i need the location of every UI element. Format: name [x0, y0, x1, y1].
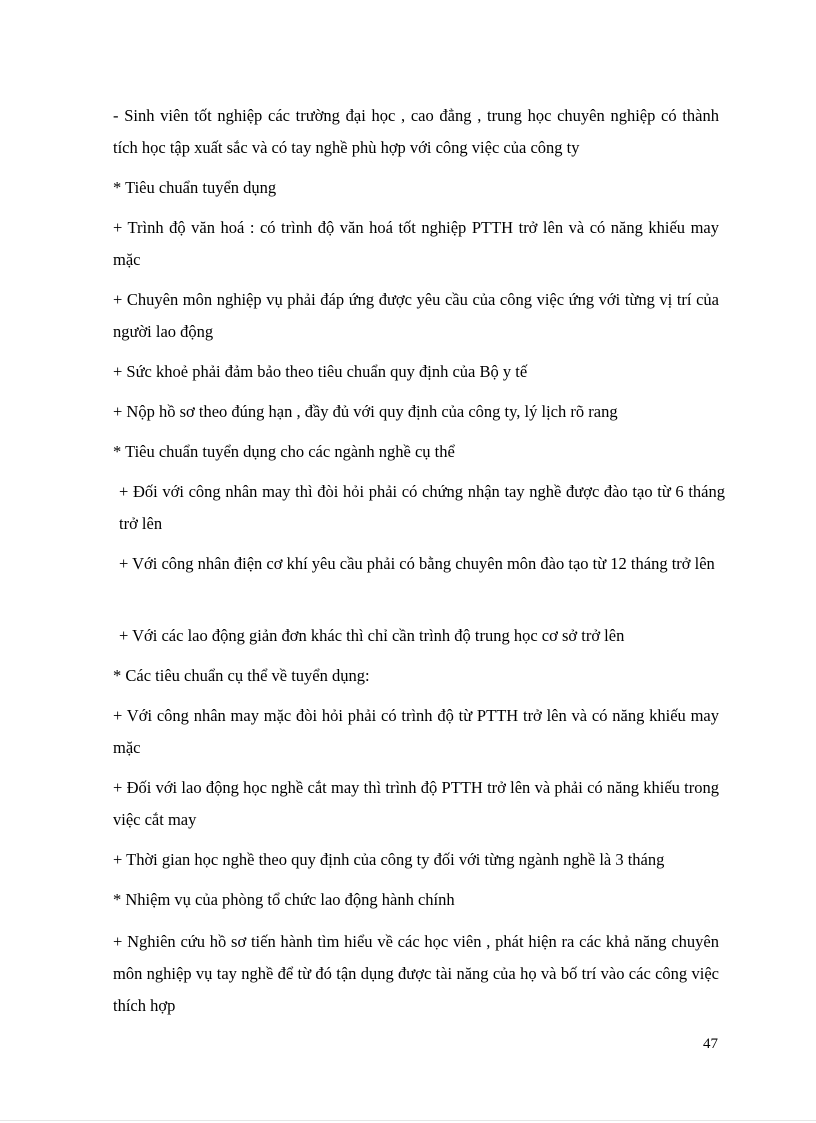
heading-hr-department-tasks: * Nhiệm vụ của phòng tổ chức lao động hành chính — [113, 890, 455, 909]
paragraph-sewing-workers: + Đối với công nhân may thì đòi hỏi phải có chứng nhận tay nghề được đào tạo từ 6 tháng trở lên — [119, 482, 725, 533]
paragraph-training-duration: + Thời gian học nghề theo quy định của công ty đối với từng ngành nghề là 3 tháng — [113, 850, 665, 869]
paragraph-cutting-apprentices: + Đối với lao động học nghề cắt may thì trình độ PTTH trở lên và phải có năng khiếu trong việc cắt may — [113, 778, 719, 829]
paragraph-garment-workers: + Với công nhân may mặc đòi hỏi phải có trình độ từ PTTH trở lên và có năng khiếu may mặc — [113, 706, 719, 757]
paragraph-professional-skills: + Chuyên môn nghiệp vụ phải đáp ứng được yêu cầu của công việc ứng với từng vị trí của người lao động — [113, 290, 719, 341]
paragraph-electrical-workers: + Với công nhân điện cơ khí yêu cầu phải có bằng chuyên môn đào tạo từ 12 tháng trở lên — [119, 554, 715, 573]
paragraph-graduates: - Sinh viên tốt nghiệp các trường đại học , cao đẳng , trung học chuyên nghiệp có thành tích học tập xuất sắc và có tay nghề phù hợp với công việc của công ty — [113, 106, 719, 157]
page-number: 47 — [703, 1036, 718, 1052]
heading-specific-criteria: * Các tiêu chuẩn cụ thể về tuyển dụng: — [113, 666, 370, 685]
paragraph-documents: + Nộp hồ sơ theo đúng hạn , đầy đủ với quy định của công ty, lý lịch rõ rang — [113, 402, 618, 421]
heading-specific-trades: * Tiêu chuẩn tuyển dụng cho các ngành nghề cụ thể — [113, 442, 455, 461]
page-bottom-edge — [0, 1120, 816, 1121]
heading-recruitment-standards: * Tiêu chuẩn tuyển dụng — [113, 178, 277, 197]
paragraph-research-records: + Nghiên cứu hồ sơ tiến hành tìm hiểu về các học viên , phát hiện ra các khả năng chuyên môn nghiệp vụ tay nghề để từ đó tận dụng được tài năng của họ và bố trí vào các công việc thích hợp — [113, 932, 719, 1015]
paragraph-education-level: + Trình độ văn hoá : có trình độ văn hoá tốt nghiệp PTTH trở lên và có năng khiếu may mặc — [113, 218, 719, 269]
paragraph-unskilled-workers: + Với các lao động giản đơn khác thì chỉ cần trình độ trung học cơ sở trở lên — [119, 626, 625, 645]
paragraph-health: + Sức khoẻ phải đảm bảo theo tiêu chuẩn quy định của Bộ y tế — [113, 362, 528, 381]
